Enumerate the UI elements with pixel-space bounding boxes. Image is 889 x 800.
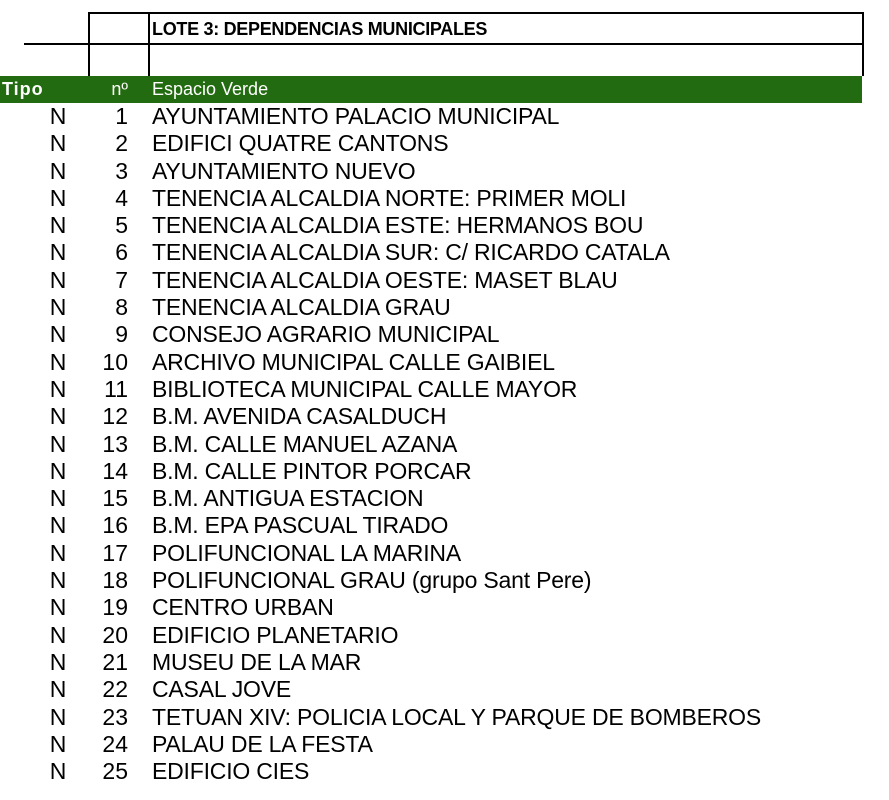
cell-dependency-name: CENTRO URBAN	[152, 594, 334, 621]
cell-tipo: N	[49, 648, 67, 675]
cell-number: 18	[102, 567, 128, 594]
table-row	[0, 158, 889, 185]
cell-dependency-name: TENENCIA ALCALDIA NORTE: PRIMER MOLI	[152, 184, 627, 211]
table-row	[0, 239, 889, 266]
column-header-number: nº	[111, 79, 128, 99]
cell-dependency-name: EDIFICIO CIES	[152, 758, 310, 785]
cell-number: 4	[115, 184, 128, 211]
table-row	[0, 731, 889, 758]
cell-number: 1	[115, 103, 128, 129]
cell-tipo: N	[49, 239, 67, 266]
cell-number: 8	[115, 294, 128, 321]
cell-dependency-name: CONSEJO AGRARIO MUNICIPAL	[152, 321, 500, 348]
cell-dependency-name: MUSEU DE LA MAR	[152, 648, 362, 675]
table-row	[0, 649, 889, 676]
cell-dependency-name: TENENCIA ALCALDIA OESTE: MASET BLAU	[152, 266, 618, 293]
cell-tipo: N	[49, 212, 67, 239]
cell-number: 6	[115, 239, 128, 266]
header-border-divider	[148, 12, 150, 76]
cell-tipo: N	[49, 567, 67, 594]
table-body	[0, 103, 889, 785]
cell-dependency-name: TENENCIA ALCALDIA SUR: C/ RICARDO CATALA	[152, 239, 670, 266]
cell-number: 24	[102, 730, 128, 757]
cell-tipo: N	[49, 103, 67, 129]
cell-number: 13	[102, 430, 128, 457]
table-row	[0, 103, 889, 130]
cell-dependency-name: EDIFICI QUATRE CANTONS	[152, 130, 449, 157]
cell-dependency-name: B.M. CALLE PINTOR PORCAR	[152, 457, 472, 484]
cell-dependency-name: B.M. ANTIGUA ESTACION	[152, 485, 424, 512]
cell-number: 19	[102, 594, 128, 621]
table-row	[0, 594, 889, 621]
cell-dependency-name: CASAL JOVE	[152, 676, 292, 703]
table-row	[0, 758, 889, 785]
table-row	[0, 540, 889, 567]
cell-number: 10	[102, 348, 128, 375]
table-row	[0, 376, 889, 403]
cell-tipo: N	[49, 430, 67, 457]
cell-number: 11	[104, 375, 128, 402]
cell-tipo: N	[49, 130, 67, 157]
cell-tipo: N	[49, 594, 67, 621]
cell-number: 15	[102, 485, 128, 512]
cell-number: 21	[102, 648, 128, 675]
table-row	[0, 431, 889, 458]
cell-number: 12	[102, 403, 128, 430]
cell-number: 3	[115, 157, 128, 184]
header-border-right	[862, 12, 864, 76]
cell-dependency-name: POLIFUNCIONAL GRAU (grupo Sant Pere)	[152, 567, 592, 594]
cell-tipo: N	[49, 676, 67, 703]
cell-dependency-name: B.M. AVENIDA CASALDUCH	[152, 403, 447, 430]
cell-tipo: N	[49, 758, 67, 785]
cell-tipo: N	[49, 539, 67, 566]
cell-tipo: N	[49, 485, 67, 512]
table-row	[0, 458, 889, 485]
cell-number: 20	[102, 621, 128, 648]
cell-dependency-name: AYUNTAMIENTO NUEVO	[152, 157, 416, 184]
cell-number: 22	[102, 676, 128, 703]
table-row	[0, 212, 889, 239]
table-row	[0, 676, 889, 703]
cell-dependency-name: EDIFICIO PLANETARIO	[152, 621, 399, 648]
cell-tipo: N	[49, 294, 67, 321]
header-border-left	[88, 12, 90, 76]
cell-dependency-name: B.M. EPA PASCUAL TIRADO	[152, 512, 449, 539]
cell-number: 5	[115, 212, 128, 239]
column-header-espacio-verde: Espacio Verde	[152, 79, 269, 99]
table-row	[0, 567, 889, 594]
cell-dependency-name: POLIFUNCIONAL LA MARINA	[152, 539, 461, 566]
table-row	[0, 403, 889, 430]
cell-tipo: N	[49, 621, 67, 648]
cell-tipo: N	[49, 730, 67, 757]
column-header-bar	[0, 76, 862, 103]
cell-dependency-name: TENENCIA ALCALDIA GRAU	[152, 294, 451, 321]
cell-tipo: N	[49, 403, 67, 430]
cell-tipo: N	[49, 375, 67, 402]
table-row	[0, 704, 889, 731]
cell-number: 14	[102, 457, 128, 484]
cell-tipo: N	[49, 512, 67, 539]
table-row	[0, 294, 889, 321]
cell-tipo: N	[49, 457, 67, 484]
cell-dependency-name: AYUNTAMIENTO PALACIO MUNICIPAL	[152, 103, 560, 129]
cell-tipo: N	[49, 348, 67, 375]
cell-dependency-name: PALAU DE LA FESTA	[152, 730, 373, 757]
cell-dependency-name: BIBLIOTECA MUNICIPAL CALLE MAYOR	[152, 375, 578, 402]
cell-number: 25	[102, 758, 128, 785]
table-row	[0, 622, 889, 649]
cell-tipo: N	[49, 157, 67, 184]
table-row	[0, 185, 889, 212]
cell-number: 2	[115, 130, 128, 157]
cell-tipo: N	[49, 321, 67, 348]
cell-tipo: N	[49, 703, 67, 730]
lote-title: LOTE 3: DEPENDENCIAS MUNICIPALES	[152, 19, 488, 39]
table-row	[0, 349, 889, 376]
column-header-tipo: Tipo	[2, 79, 44, 99]
cell-number: 23	[102, 703, 128, 730]
cell-number: 16	[102, 512, 128, 539]
cell-dependency-name: ARCHIVO MUNICIPAL CALLE GAIBIEL	[152, 348, 555, 375]
cell-number: 7	[115, 266, 128, 293]
cell-dependency-name: TETUAN XIV: POLICIA LOCAL Y PARQUE DE BOMBEROS	[152, 703, 761, 730]
cell-tipo: N	[49, 266, 67, 293]
table-row	[0, 130, 889, 157]
table-row	[0, 321, 889, 348]
cell-number: 9	[115, 321, 128, 348]
table-row	[0, 267, 889, 294]
table-row	[0, 485, 889, 512]
cell-number: 17	[102, 539, 128, 566]
cell-dependency-name: B.M. CALLE MANUEL AZANA	[152, 430, 458, 457]
table-row	[0, 512, 889, 539]
cell-tipo: N	[49, 184, 67, 211]
cell-dependency-name: TENENCIA ALCALDIA ESTE: HERMANOS BOU	[152, 212, 644, 239]
